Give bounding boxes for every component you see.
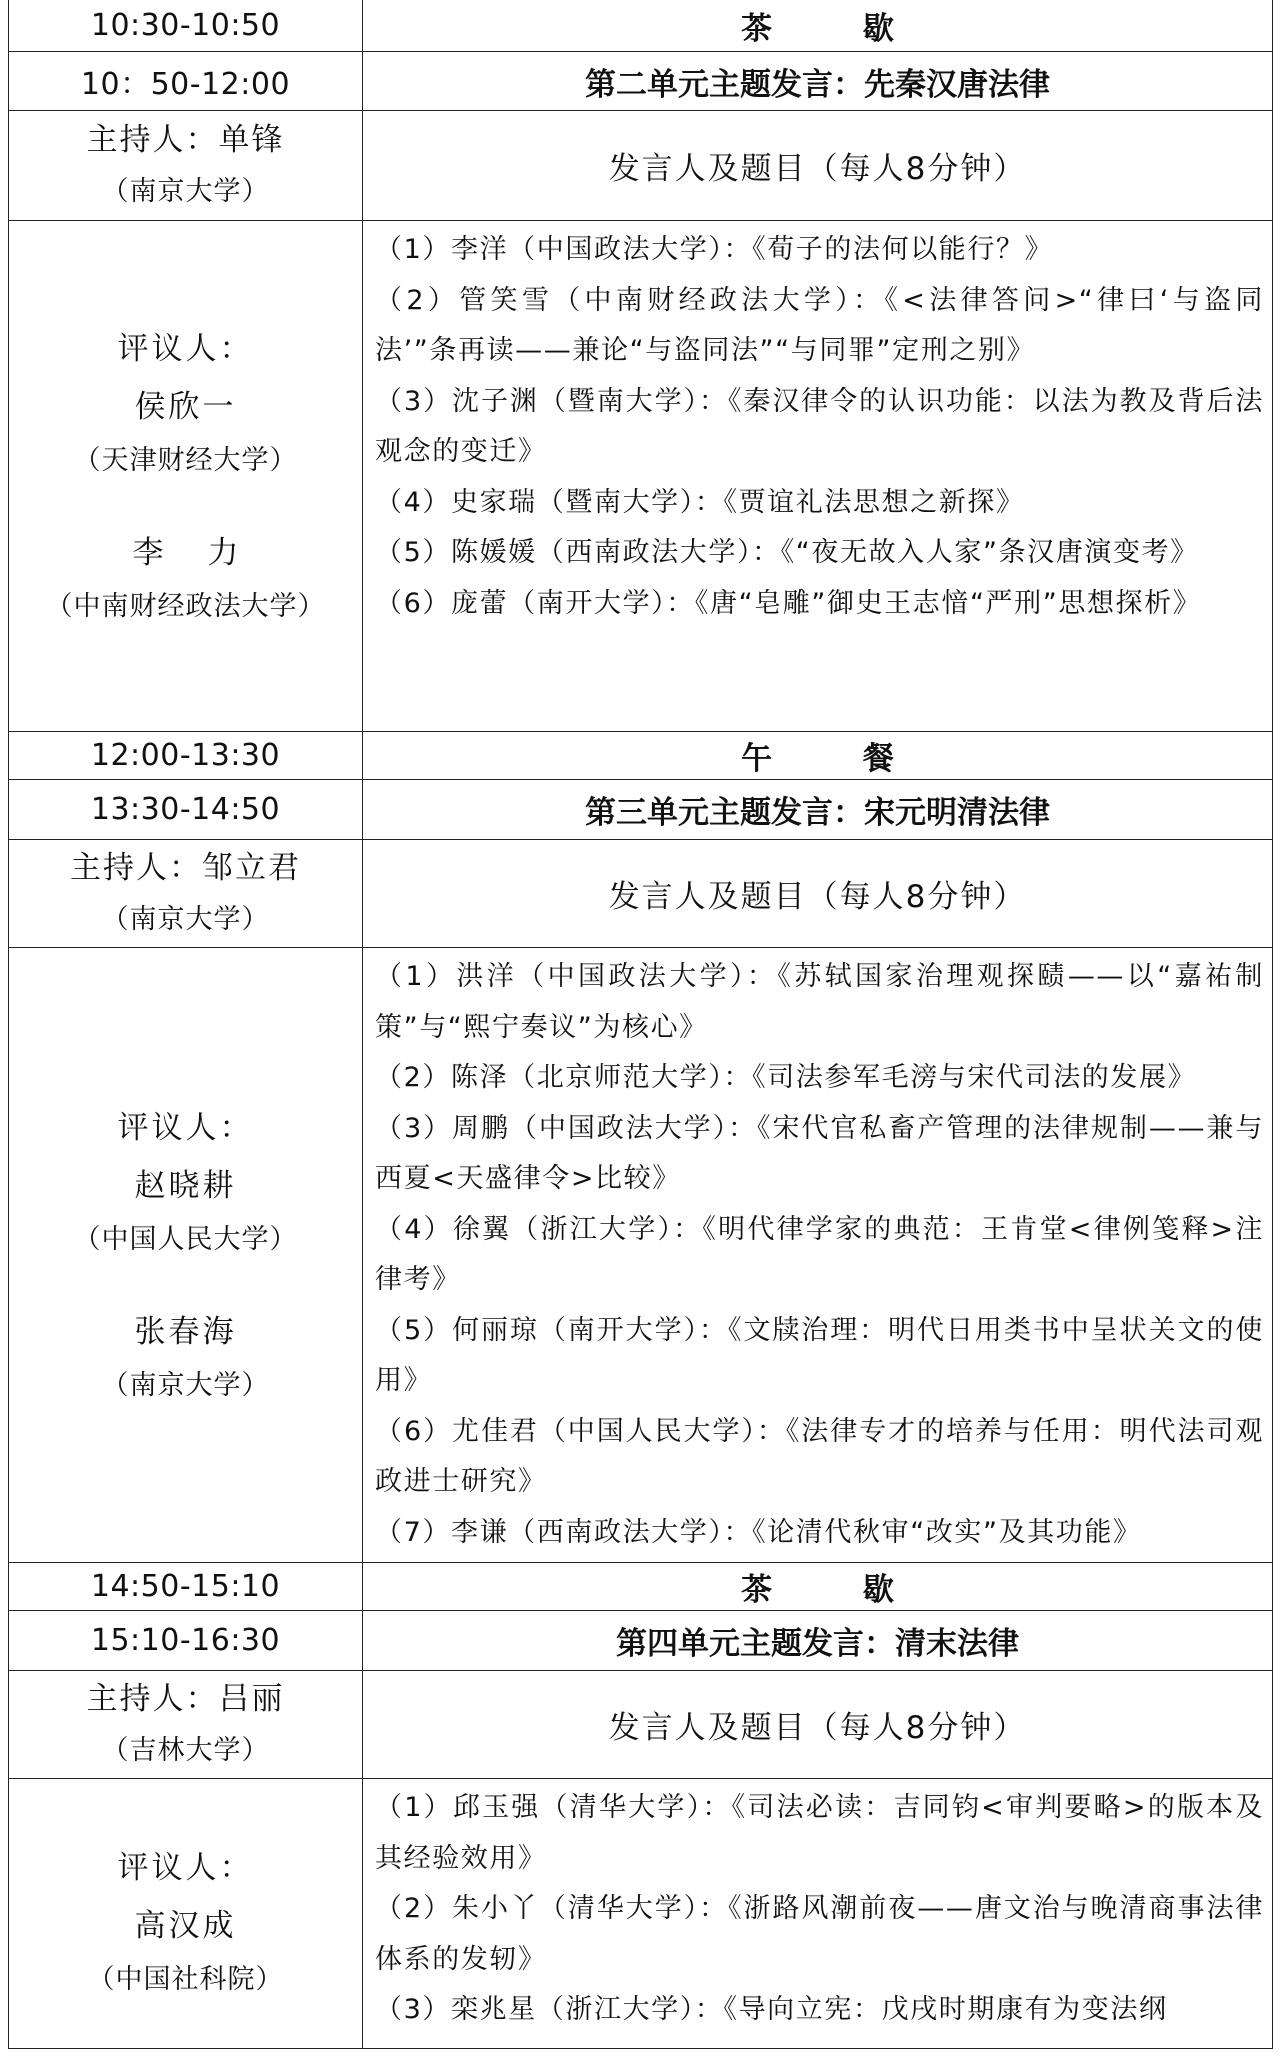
talk-item: （1）邱玉强（清华大学）：《司法必读：吉同钧<审判要略>的版本及其经验效用》 [375, 1792, 1264, 1874]
reviewer-affiliation: （天津财经大学） [73, 445, 298, 476]
talk-item: （6）尤佳君（中国人民大学）：《法律专才的培养与任用：明代法司观政进士研究》 [375, 1415, 1265, 1497]
break-label: 茶 歇 [741, 1572, 934, 1608]
session-time: 10:30-10:50 [9, 0, 363, 52]
reviewer-name: 张春海 [134, 1314, 237, 1350]
reviewer-cell [9, 1779, 363, 2049]
talk-title: 《明代律学家的典范：王肯堂<律例笺释>注律考》 [375, 1213, 1265, 1295]
host-affiliation: （吉林大学） [101, 1734, 270, 1766]
reviewer-name: 高汉成 [134, 1908, 237, 1944]
speaker: 朱小丫（清华大学）： [452, 1893, 729, 1924]
speaker: 李洋（中国政法大学）： [450, 234, 753, 265]
speaker: 陈泽（北京师范大学）： [450, 1062, 753, 1093]
talk-title: 《浙路风潮前夜——唐文治与晚清商事法律体系的发轫》 [375, 1893, 1265, 1975]
talk-item: （3）沈子渊（暨南大学）：《秦汉律令的认识功能：以法为教及背后法观念的变迁》 [375, 385, 1264, 467]
reviewer-affiliation: （南京大学） [101, 1370, 270, 1401]
session-time: 15:10-16:30 [9, 1611, 363, 1671]
reviewer-affiliation: （中国社科院） [87, 1964, 284, 1995]
talk-item: （2）陈泽（北京师范大学）：《司法参军毛滂与宋代司法的发展》 [375, 1062, 1197, 1093]
host-row [9, 111, 1273, 221]
session-row-unit [9, 52, 1273, 111]
host-cell [9, 1671, 363, 1779]
talk-item: （5）陈媛媛（西南政法大学）：《“夜无故入人家”条汉唐演变考》 [375, 537, 1199, 568]
session-title [363, 1563, 1273, 1611]
speaker: 徐翼（浙江大学）： [452, 1213, 703, 1245]
reviewer-affiliation: （中国人民大学） [73, 1224, 298, 1255]
host-cell [9, 840, 363, 948]
speaker: 管笑雪（中南财经政法大学）： [459, 284, 885, 316]
talks-row [9, 221, 1273, 732]
session-title: 第四单元主题发言：清末法律 [363, 1611, 1273, 1671]
talk-list [363, 948, 1273, 1563]
break-label: 茶 歇 [741, 10, 934, 47]
talk-title: 《贾谊礼法思想之新探》 [723, 486, 1025, 518]
reviewer-cell [9, 221, 363, 732]
reviewer-name: 赵晓耕 [134, 1168, 237, 1204]
talk-item: （3）周鹏（中国政法大学）：《宋代官私畜产管理的法律规制——兼与西夏<天盛律令>比较》 [375, 1112, 1264, 1194]
talks-row [9, 948, 1273, 1563]
topic-header: 发言人及题目（每人8分钟） [363, 840, 1273, 948]
reviewer-label: 评议人： [117, 331, 254, 367]
talk-item: （5）何丽琼（南开大学）：《文牍治理：明代日用类书中呈状关文的使用》 [375, 1314, 1264, 1396]
host-row [9, 1671, 1273, 1779]
speaker: 沈子渊（暨南大学）： [452, 385, 728, 417]
talk-title: 《荀子的法何以能行？》 [752, 234, 1054, 265]
talk-item: （4）史家瑞（暨南大学）：《贾谊礼法思想之新探》 [375, 486, 1025, 518]
host-label: 主持人：邹立君 [70, 849, 301, 886]
speaker: 洪洋（中国政法大学）： [456, 961, 778, 992]
session-title [363, 732, 1273, 780]
speaker: 陈媛媛（西南政法大学）： [450, 537, 781, 568]
speaker: 庞蕾（南开大学）： [450, 587, 695, 619]
talk-title: 《苏轼国家治理观探赜——以“嘉祐制策”与“熙宁奏议”为核心》 [375, 961, 1265, 1043]
reviewer-name: 李力 [132, 535, 283, 571]
reviewer-label: 评议人： [117, 1110, 254, 1146]
session-time: 10：50-12:00 [9, 52, 363, 111]
session-title: 第二单元主题发言：先秦汉唐法律 [363, 52, 1273, 111]
talk-item: （6）庞蕾（南开大学）：《唐“皂雕”御史王志愔“严刑”思想探析》 [375, 587, 1202, 619]
host-row [9, 840, 1273, 948]
session-row-break [9, 0, 1273, 52]
host-cell [9, 111, 363, 221]
speaker: 尤佳君（中国人民大学）： [452, 1415, 786, 1447]
speaker: 周鹏（中国政法大学）： [452, 1112, 758, 1144]
talk-title: 《“夜无故入人家”条汉唐演变考》 [780, 537, 1199, 568]
host-affiliation: （南京大学） [101, 903, 270, 935]
session-time: 13:30-14:50 [9, 780, 363, 840]
session-time: 14:50-15:10 [9, 1563, 363, 1611]
talk-item: （1）李洋（中国政法大学）：《荀子的法何以能行？》 [375, 234, 1054, 265]
talk-item: （2）管笑雪（中南财经政法大学）：《<法律答问>“律曰‘与盗同法’”条再读——兼论“与盗同法”“与同罪”定刑之别》 [375, 284, 1265, 366]
speaker: 栾兆星（浙江大学）： [450, 1994, 724, 2025]
session-row-break [9, 1563, 1273, 1611]
talk-title: 《导向立宪：戊戌时期康有为变法纲 [723, 1994, 1168, 2025]
talk-title: 《秦汉律令的认识功能：以法为教及背后法观念的变迁》 [375, 385, 1264, 467]
speaker: 邱玉强（清华大学）： [452, 1792, 732, 1823]
session-row-unit [9, 780, 1273, 840]
talk-title: 《法律专才的培养与任用：明代法司观政进士研究》 [375, 1415, 1265, 1497]
talk-item: （3）栾兆星（浙江大学）：《导向立宪：戊戌时期康有为变法纲 [375, 1994, 1168, 2025]
talk-item: （1）洪洋（中国政法大学）：《苏轼国家治理观探赜——以“嘉祐制策”与“熙宁奏议”为核心》 [375, 961, 1265, 1043]
talk-title: 《论清代秋审“改实”及其功能》 [752, 1516, 1142, 1548]
session-time: 12:00-13:30 [9, 732, 363, 780]
session-title: 第三单元主题发言：宋元明清法律 [363, 780, 1273, 840]
reviewer-name: 侯欣一 [134, 389, 237, 425]
talk-title: 《司法必读：吉同钧<审判要略>的版本及其经验效用》 [375, 1792, 1264, 1874]
session-title [363, 0, 1273, 52]
talk-title: 《司法参军毛滂与宋代司法的发展》 [752, 1062, 1197, 1093]
talk-list [363, 221, 1273, 732]
talk-item: （2）朱小丫（清华大学）：《浙路风潮前夜——唐文治与晚清商事法律体系的发轫》 [375, 1893, 1265, 1975]
reviewer-label: 评议人： [117, 1850, 254, 1886]
talk-title: 《唐“皂雕”御史王志愔“严刑”思想探析》 [694, 587, 1202, 619]
schedule-table [8, 0, 1273, 2049]
host-affiliation: （南京大学） [101, 175, 270, 207]
talk-item: （7）李谦（西南政法大学）：《论清代秋审“改实”及其功能》 [375, 1516, 1142, 1548]
reviewer-affiliation: （中南财经政法大学） [45, 591, 326, 622]
break-label: 午 餐 [741, 741, 934, 777]
talks-row [9, 1779, 1273, 2049]
session-row-unit [9, 1611, 1273, 1671]
speaker: 何丽琼（南开大学）： [452, 1314, 728, 1346]
reviewer-cell [9, 948, 363, 1563]
talk-list [363, 1779, 1273, 2049]
topic-header: 发言人及题目（每人8分钟） [363, 1671, 1273, 1779]
topic-header: 发言人及题目（每人8分钟） [363, 111, 1273, 221]
speaker: 史家瑞（暨南大学）： [450, 486, 724, 518]
talk-item: （4）徐翼（浙江大学）：《明代律学家的典范：王肯堂<律例笺释>注律考》 [375, 1213, 1265, 1295]
talk-title: 《<法律答问>“律曰‘与盗同法’”条再读——兼论“与盗同法”“与同罪”定刑之别》 [375, 284, 1265, 366]
session-row-break [9, 732, 1273, 780]
speaker: 李谦（西南政法大学）： [450, 1516, 753, 1548]
talk-title: 《宋代官私畜产管理的法律规制——兼与西夏<天盛律令>比较》 [375, 1112, 1264, 1194]
host-label: 主持人：单锋 [86, 121, 285, 158]
talk-title: 《文牍治理：明代日用类书中呈状关文的使用》 [375, 1314, 1264, 1396]
host-label: 主持人：吕丽 [86, 1680, 285, 1717]
